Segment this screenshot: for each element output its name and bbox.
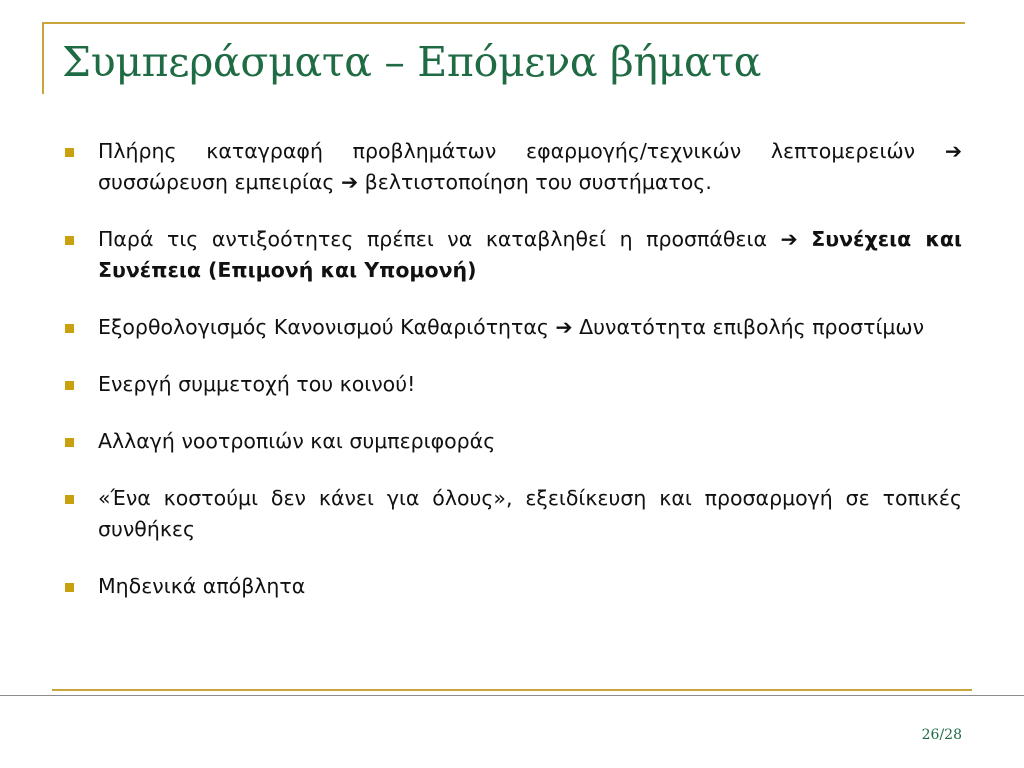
top-border-rule bbox=[42, 22, 965, 24]
square-bullet-icon bbox=[65, 438, 74, 447]
bullet-list bbox=[62, 136, 962, 628]
bullet-text: Αλλαγή νοοτροπιών και συμπεριφοράς bbox=[98, 429, 496, 453]
bullet-text: Μηδενικά απόβλητα bbox=[98, 574, 306, 598]
square-bullet-icon bbox=[65, 236, 74, 245]
square-bullet-icon bbox=[65, 324, 74, 333]
bullet-item-1 bbox=[62, 136, 962, 198]
bullet-item-7 bbox=[62, 571, 962, 602]
bullet-text: Ενεργή συμμετοχή του κοινού! bbox=[98, 372, 416, 396]
bullet-item-2 bbox=[62, 224, 962, 286]
footer-dark-rule bbox=[0, 695, 1024, 696]
bullet-item-3 bbox=[62, 312, 962, 343]
square-bullet-icon bbox=[65, 148, 74, 157]
footer-gold-rule bbox=[52, 689, 972, 691]
left-border-rule bbox=[42, 22, 44, 94]
bullet-text: Παρά τις αντιξοότητες πρέπει να καταβληθεί η προσπάθεια ➔ bbox=[98, 227, 798, 251]
page-number: 26/28 bbox=[921, 727, 962, 743]
bullet-text: Εξορθολογισμός Κανονισμού Καθαριότητας ➔ Δυνατότητα επιβολής προστίμων bbox=[98, 315, 925, 339]
bullet-text: «Ένα κοστούμι δεν κάνει για όλους», εξειδίκευση και προσαρμογή σε τοπικές συνθήκες bbox=[98, 486, 962, 541]
bullet-bold-text: Συνέχεια και Συνέπεια (Επιμονή και Υπομονή) bbox=[98, 227, 962, 282]
square-bullet-icon bbox=[65, 583, 74, 592]
square-bullet-icon bbox=[65, 381, 74, 390]
bullet-item-6 bbox=[62, 483, 962, 545]
bullet-item-4 bbox=[62, 369, 962, 400]
bullet-text: Πλήρης καταγραφή προβλημάτων εφαρμογής/τεχνικών λεπτομερειών ➔ συσσώρευση εμπειρίας ➔ βελτιστοποίηση του συστήματος. bbox=[98, 139, 962, 194]
square-bullet-icon bbox=[65, 495, 74, 504]
slide-title: Συμπεράσματα – Επόμενα βήματα bbox=[62, 38, 762, 86]
bullet-item-5 bbox=[62, 426, 962, 457]
